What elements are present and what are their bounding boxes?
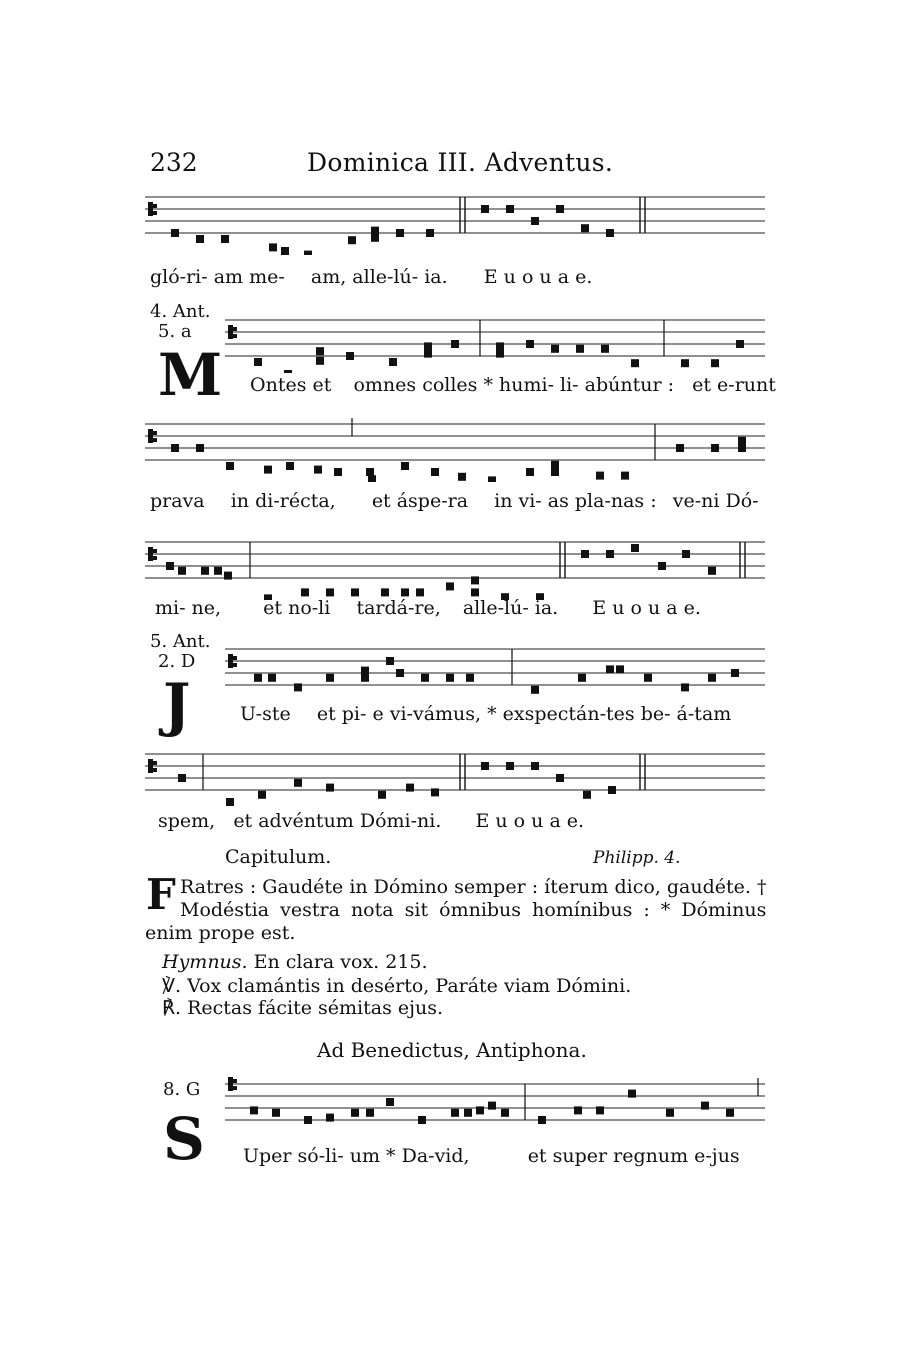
drop-initial-j: J xyxy=(163,671,191,739)
neume-note xyxy=(269,243,277,251)
neume-note xyxy=(526,340,534,348)
antiphon-number: 5. Ant. xyxy=(150,631,211,652)
neume-note xyxy=(294,779,302,787)
neume-note xyxy=(601,345,609,353)
neume-note xyxy=(738,444,746,452)
neume-note xyxy=(254,358,262,366)
capitulum-text-line-2: Modéstia vestra nota sit ómnibus homínibus : * Dóminus xyxy=(180,899,767,921)
neume-note xyxy=(258,791,266,799)
neume-note xyxy=(471,576,479,584)
c-clef-icon xyxy=(233,656,237,660)
neume-note xyxy=(631,544,639,552)
lyric-syllables: prava xyxy=(150,490,205,512)
neume-note xyxy=(334,468,342,476)
lyric-syllables: et super regnum e-jus xyxy=(527,1145,740,1167)
neume-note xyxy=(496,350,504,358)
c-clef-icon xyxy=(153,438,157,442)
neume-note xyxy=(221,235,229,243)
neume-note xyxy=(738,437,746,445)
neume-note xyxy=(371,227,379,235)
drop-initial-m: M xyxy=(158,341,223,409)
neume-note xyxy=(401,588,409,596)
music-staff-3 xyxy=(145,412,765,482)
page-number: 232 xyxy=(150,148,198,177)
c-clef-icon xyxy=(153,549,157,553)
neume-note xyxy=(708,674,716,682)
hymnus-line xyxy=(162,951,428,973)
lyric-syllables: E u o u a e. xyxy=(483,266,593,288)
neume-note xyxy=(506,205,514,213)
lyric-syllables: et e-runt xyxy=(692,374,776,396)
antiphon-label xyxy=(150,302,210,342)
lyric-syllables: am, alle-lú- ia. xyxy=(310,266,448,288)
c-clef-icon xyxy=(228,325,233,339)
lyric-syllables: E u o u a e. xyxy=(475,810,585,832)
neume-note xyxy=(446,582,454,590)
neume-note xyxy=(396,669,404,677)
neume-note xyxy=(556,774,564,782)
neume-note xyxy=(496,342,504,350)
antiphon-mode: 5. a xyxy=(158,321,192,342)
benedictus-mode: 8. G xyxy=(163,1079,201,1100)
lyric-syllables: et pi- e vi-vámus, * exspectán-tes be- á-tam xyxy=(316,703,732,725)
neume-note xyxy=(731,669,739,677)
neume-note xyxy=(711,444,719,452)
music-staff-4 xyxy=(145,530,765,600)
neume-note xyxy=(606,229,614,237)
neume-note xyxy=(304,1116,312,1124)
music-staff-5 xyxy=(225,637,765,702)
lyric-line-5 xyxy=(240,703,731,725)
lyric-syllables: E u o u a e. xyxy=(592,597,701,619)
c-clef-icon xyxy=(233,1086,237,1090)
neume-note xyxy=(326,588,334,596)
c-clef-icon xyxy=(233,663,237,667)
lyric-line-3 xyxy=(150,490,759,512)
neume-note xyxy=(466,674,474,682)
neume-note xyxy=(726,1109,734,1117)
antiphon-number: 4. Ant. xyxy=(150,301,211,322)
neume-note xyxy=(451,1109,459,1117)
neume-note xyxy=(351,1109,359,1117)
music-staff-1 xyxy=(145,185,765,255)
lyric-syllables: spem, xyxy=(158,810,216,832)
versicle-symbol: ℣. xyxy=(162,975,182,997)
neume-note xyxy=(418,1116,426,1124)
neume-note xyxy=(531,217,539,225)
capitulum-text-line-1: Ratres : Gaudéte in Dómino semper : íterum dico, gaudéte. † xyxy=(180,876,767,898)
neume-note xyxy=(371,234,379,242)
lyric-syllables: gló-ri- am me- xyxy=(150,266,285,288)
neume-note xyxy=(581,224,589,232)
neume-note xyxy=(421,674,429,682)
lyric-syllables: tardá-re, xyxy=(356,597,441,619)
benedictus-title: Ad Benedictus, Antiphona. xyxy=(317,1038,587,1062)
c-clef-icon xyxy=(153,556,157,560)
neume-note xyxy=(681,359,689,367)
music-staff-2 xyxy=(225,308,765,373)
neume-note xyxy=(424,342,432,350)
c-clef-icon xyxy=(153,204,157,208)
lyric-line-2 xyxy=(250,374,776,396)
neume-note xyxy=(616,665,624,673)
neume-note xyxy=(526,468,534,476)
neume-note xyxy=(708,567,716,575)
neume-note xyxy=(304,251,312,255)
neume-note xyxy=(581,550,589,558)
neume-note xyxy=(631,359,639,367)
neume-note xyxy=(658,562,666,570)
neume-note xyxy=(464,1109,472,1117)
neume-note xyxy=(431,788,439,796)
neume-note xyxy=(316,347,324,355)
neume-note xyxy=(606,665,614,673)
c-clef-icon xyxy=(153,211,157,215)
neume-note xyxy=(476,1106,484,1114)
neume-note xyxy=(226,798,234,806)
lyric-line-4 xyxy=(155,597,701,619)
neume-note xyxy=(531,762,539,770)
neume-note xyxy=(506,762,514,770)
drop-initial-s: S xyxy=(163,1105,205,1173)
hymnus-text: En clara vox. 215. xyxy=(253,951,428,973)
neume-note xyxy=(316,357,324,365)
neume-note xyxy=(596,1106,604,1114)
antiphon-mode: 2. D xyxy=(158,651,196,672)
neume-note xyxy=(196,444,204,452)
capitulum-reference: Philipp. 4. xyxy=(593,848,681,868)
running-title: Dominica III. Adventus. xyxy=(307,148,614,177)
neume-note xyxy=(294,683,302,691)
versicle-line xyxy=(162,975,631,997)
lyric-line-6 xyxy=(158,810,584,832)
neume-note xyxy=(166,562,174,570)
neume-note xyxy=(368,475,376,482)
neume-note xyxy=(178,774,186,782)
neume-note xyxy=(264,466,272,474)
neume-note xyxy=(396,229,404,237)
neume-note xyxy=(226,462,234,470)
neume-note xyxy=(531,686,539,694)
capitulum-text-line-3: enim prope est. xyxy=(145,922,296,944)
neume-note xyxy=(576,345,584,353)
neume-note xyxy=(314,466,322,474)
neume-note xyxy=(431,468,439,476)
neume-note xyxy=(488,476,496,482)
neume-note xyxy=(378,791,386,799)
hymnus-label: Hymnus. xyxy=(162,951,248,973)
neume-note xyxy=(366,468,374,476)
neume-note xyxy=(171,444,179,452)
versicle-text: Vox clamántis in desérto, Paráte viam Dómini. xyxy=(187,975,632,997)
lyric-syllables: in vi- as pla-nas : xyxy=(494,490,657,512)
c-clef-icon xyxy=(153,761,157,765)
neume-note xyxy=(583,791,591,799)
lyric-syllables: et no-li xyxy=(263,597,331,619)
neume-note xyxy=(628,1090,636,1098)
neume-note xyxy=(736,340,744,348)
response-line xyxy=(162,997,443,1019)
neume-note xyxy=(501,1109,509,1117)
neume-note xyxy=(556,205,564,213)
neume-note xyxy=(426,229,434,237)
c-clef-icon xyxy=(148,547,153,561)
neume-note xyxy=(644,674,652,682)
neume-note xyxy=(606,550,614,558)
neume-note xyxy=(201,567,209,575)
neume-note xyxy=(458,473,466,481)
neume-note xyxy=(621,472,629,480)
neume-note xyxy=(596,472,604,480)
neume-note xyxy=(351,588,359,596)
neume-note xyxy=(348,236,356,244)
c-clef-icon xyxy=(228,1077,233,1091)
music-staff-6 xyxy=(145,742,765,812)
neume-note xyxy=(551,345,559,353)
neume-note xyxy=(381,588,389,596)
c-clef-icon xyxy=(148,759,153,773)
neume-note xyxy=(608,786,616,794)
neume-note xyxy=(284,370,292,373)
neume-note xyxy=(676,444,684,452)
c-clef-icon xyxy=(233,334,237,338)
neume-note xyxy=(488,1102,496,1110)
neume-note xyxy=(406,784,414,792)
neume-note xyxy=(416,588,424,596)
neume-note xyxy=(578,674,586,682)
c-clef-icon xyxy=(153,768,157,772)
neume-note xyxy=(711,359,719,367)
neume-note xyxy=(666,1109,674,1117)
neume-note xyxy=(254,674,262,682)
lyric-syllables: et advéntum Dómi-ni. xyxy=(233,810,442,832)
neume-note xyxy=(366,1109,374,1117)
c-clef-icon xyxy=(153,431,157,435)
response-text: Rectas fácite sémitas ejus. xyxy=(187,997,444,1019)
neume-note xyxy=(346,352,354,360)
neume-note xyxy=(326,674,334,682)
capitulum-title: Capitulum. xyxy=(225,846,332,868)
neume-note xyxy=(551,461,559,469)
music-staff-7 xyxy=(225,1072,765,1137)
response-symbol: ℟. xyxy=(162,997,182,1019)
lyric-line-7 xyxy=(243,1145,740,1167)
neume-note xyxy=(196,235,204,243)
neume-note xyxy=(268,674,276,682)
c-clef-icon xyxy=(148,202,153,216)
neume-note xyxy=(451,340,459,348)
neume-note xyxy=(471,588,479,596)
lyric-syllables: Ontes et xyxy=(250,374,332,396)
c-clef-icon xyxy=(233,1079,237,1083)
neume-note xyxy=(446,674,454,682)
neume-note xyxy=(386,657,394,665)
neume-note xyxy=(386,1098,394,1106)
lyric-syllables: alle-lú- ia. xyxy=(462,597,559,619)
neume-note xyxy=(361,674,369,682)
lyric-syllables: ve-ni Dó- xyxy=(672,490,759,512)
neume-note xyxy=(424,350,432,358)
neume-note xyxy=(682,550,690,558)
neume-note xyxy=(326,1114,334,1122)
lyric-syllables: et áspe-ra xyxy=(371,490,469,512)
neume-note xyxy=(574,1106,582,1114)
lyric-syllables: in di-récta, xyxy=(230,490,336,512)
neume-note xyxy=(361,667,369,675)
neume-note xyxy=(401,462,409,470)
neume-note xyxy=(551,468,559,476)
neume-note xyxy=(681,683,689,691)
neume-note xyxy=(272,1109,280,1117)
neume-note xyxy=(281,247,289,255)
neume-note xyxy=(171,229,179,237)
neume-note xyxy=(389,358,397,366)
neume-note xyxy=(538,1116,546,1124)
lyric-line-1 xyxy=(150,266,592,288)
drop-initial-f: F xyxy=(146,870,176,919)
c-clef-icon xyxy=(228,654,233,668)
neume-note xyxy=(481,762,489,770)
neume-note xyxy=(301,588,309,596)
c-clef-icon xyxy=(148,429,153,443)
neume-note xyxy=(326,784,334,792)
neume-note xyxy=(250,1106,258,1114)
neume-note xyxy=(214,567,222,575)
neume-note xyxy=(224,572,232,580)
antiphon-label xyxy=(150,632,210,672)
neume-note xyxy=(286,462,294,470)
c-clef-icon xyxy=(233,327,237,331)
lyric-syllables: U-ste xyxy=(240,703,291,725)
lyric-syllables: Uper só-li- um * Da-vid, xyxy=(243,1145,470,1167)
neume-note xyxy=(178,567,186,575)
neume-note xyxy=(481,205,489,213)
lyric-syllables: omnes colles * humi- li- abúntur : xyxy=(353,374,675,396)
lyric-syllables: mi- ne, xyxy=(155,597,222,619)
neume-note xyxy=(701,1102,709,1110)
